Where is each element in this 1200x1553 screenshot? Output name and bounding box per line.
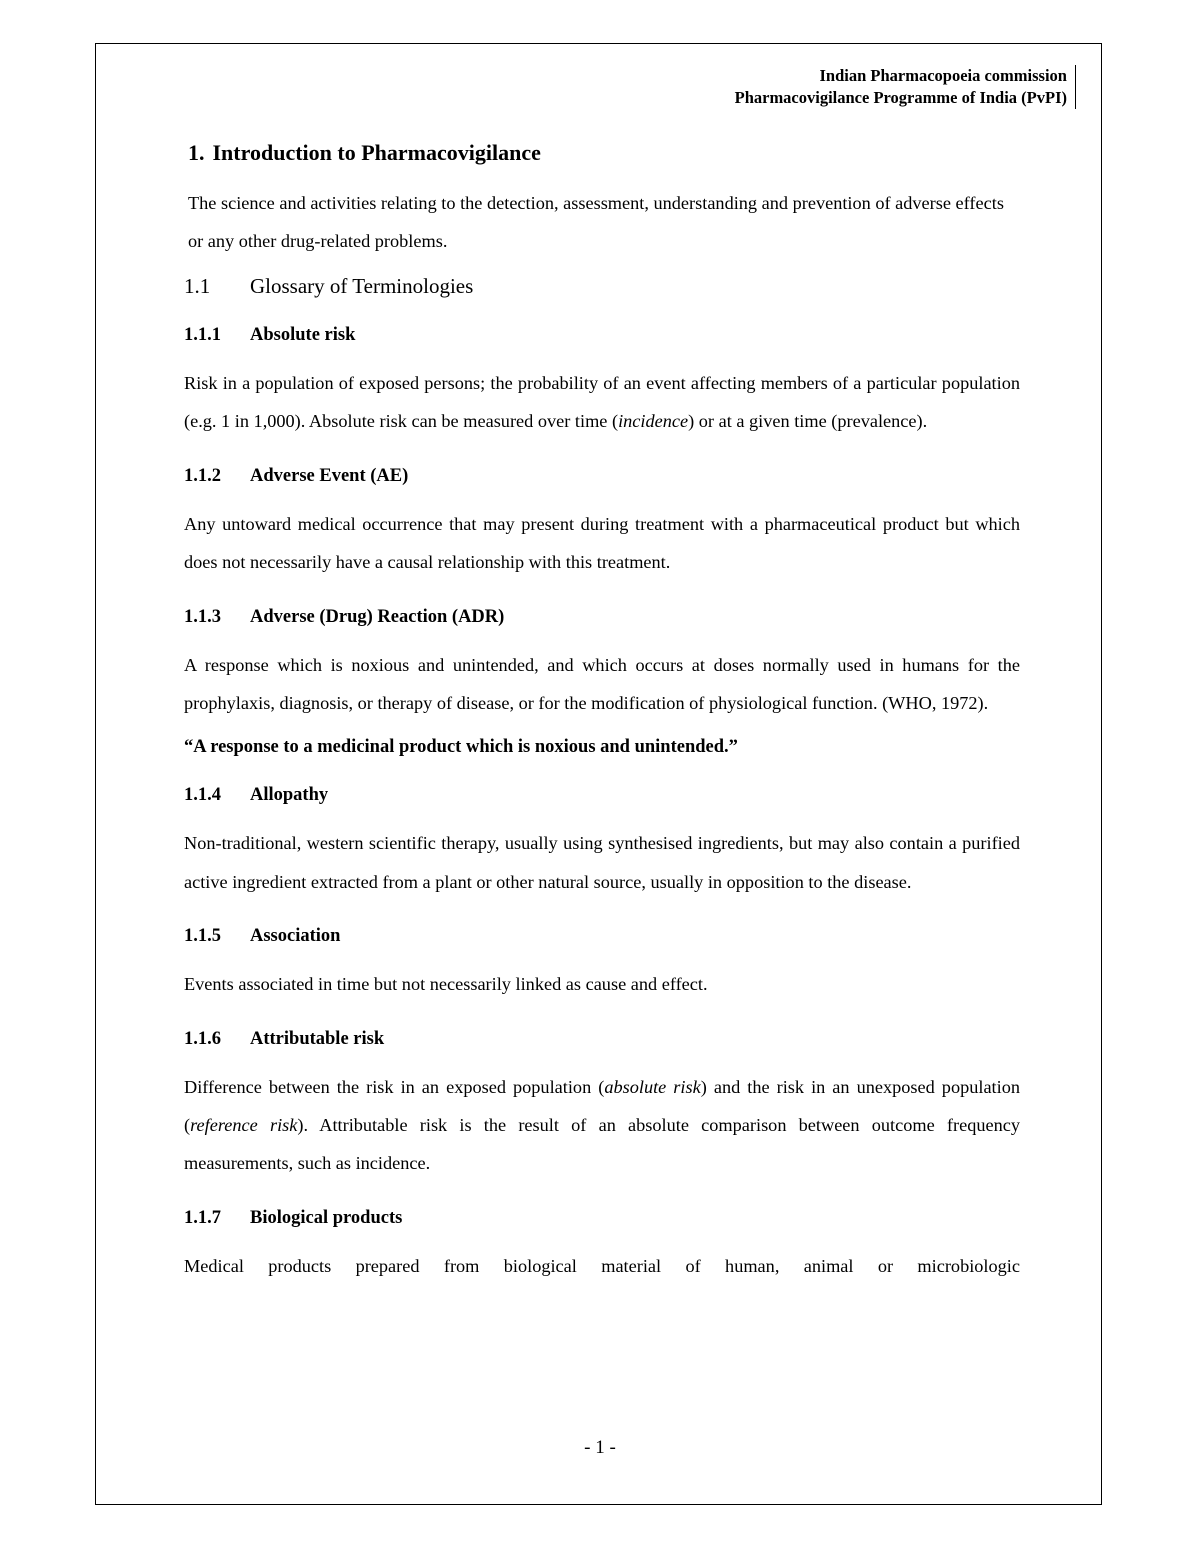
- header-organization: Indian Pharmacopoeia commission: [819, 66, 1067, 85]
- term-definition-adr: A response which is noxious and unintended, and which occurs at doses normally used in humans for the prophylaxis, diagnosis, or therapy of disease, or for the modification of physiological function. (WHO, 1972).: [184, 654, 1020, 714]
- term-number: 1.1.3: [184, 606, 221, 627]
- definition-text: ) and the risk in an unexposed population (: [184, 1076, 1020, 1136]
- term-title: Adverse (Drug) Reaction (ADR): [250, 606, 505, 627]
- term-definition-attributable-risk: [184, 1068, 1020, 1183]
- subsection-title: Glossary of Terminologies: [250, 274, 474, 298]
- term-title: Attributable risk: [250, 1028, 385, 1049]
- header-programme: Pharmacovigilance Programme of India (PvPI): [734, 88, 1067, 107]
- term-number: 1.1.7: [184, 1207, 221, 1228]
- definition-text: Risk in a population of exposed persons; the probability of an event affecting members of a particular population (e.g. 1 in 1,000). Absolute risk can be measured over time (: [184, 373, 1020, 432]
- term-heading-biological-products: [184, 1205, 1020, 1231]
- definition-italic: incidence: [618, 411, 689, 432]
- subsection-number: 1.1: [184, 274, 211, 298]
- term-title: Absolute risk: [250, 325, 356, 345]
- term-title: Biological products: [250, 1207, 403, 1228]
- section-heading: [188, 138, 1020, 168]
- section-number: 1.: [188, 140, 205, 165]
- term-heading-adverse-event: [184, 463, 1020, 489]
- term-number: 1.1.2: [184, 465, 221, 486]
- term-title: Adverse Event (AE): [250, 465, 409, 486]
- term-number: 1.1.5: [184, 926, 221, 947]
- definition-text: Difference between the risk in an exposed population (: [184, 1076, 605, 1097]
- term-heading-attributable-risk: [184, 1026, 1020, 1052]
- term-heading-absolute-risk: [184, 322, 1020, 348]
- section-intro: The science and activities relating to the detection, assessment, understanding and prevention of adverse effects or any other drug-related problems.: [188, 193, 1004, 251]
- term-definition-adverse-event: Any untoward medical occurrence that may present during treatment with a pharmaceutical product but which does not necessarily have a causal relationship with this treatment.: [184, 513, 1020, 573]
- term-definition-association: Events associated in time but not necessarily linked as cause and effect.: [184, 974, 708, 995]
- term-definition-biological-products: Medical products prepared from biological material of human, animal or microbiologic: [184, 1255, 1020, 1276]
- running-header: [735, 65, 1076, 109]
- adr-quote: “A response to a medicinal product which is noxious and unintended.”: [184, 737, 738, 758]
- definition-italic: reference risk: [190, 1115, 298, 1136]
- term-number: 1.1.6: [184, 1028, 221, 1049]
- term-number: 1.1.1: [184, 325, 221, 345]
- definition-text: ) or at a given time (prevalence).: [688, 411, 928, 432]
- section-title: Introduction to Pharmacovigilance: [212, 140, 541, 165]
- definition-text: ). Attributable risk is the result of an absolute comparison between outcome frequency measurements, such as incidence.: [184, 1115, 1021, 1174]
- subsection-heading: [184, 272, 1020, 300]
- term-title: Allopathy: [250, 785, 329, 806]
- page-number: - 1 -: [584, 1437, 616, 1458]
- term-heading-allopathy: [184, 782, 1020, 808]
- term-definition-allopathy: Non-traditional, western scientific therapy, usually using synthesised ingredients, but may also contain a purified active ingredient extracted from a plant or other natural source, usually in opposition to the disease.: [184, 833, 1020, 892]
- term-definition-absolute-risk: [184, 364, 1020, 441]
- definition-italic: absolute risk: [604, 1076, 701, 1097]
- document-body: [184, 138, 1020, 1285]
- term-number: 1.1.4: [184, 785, 221, 806]
- term-title: Association: [250, 926, 341, 947]
- term-heading-association: [184, 923, 1020, 949]
- term-heading-adr: [184, 604, 1020, 630]
